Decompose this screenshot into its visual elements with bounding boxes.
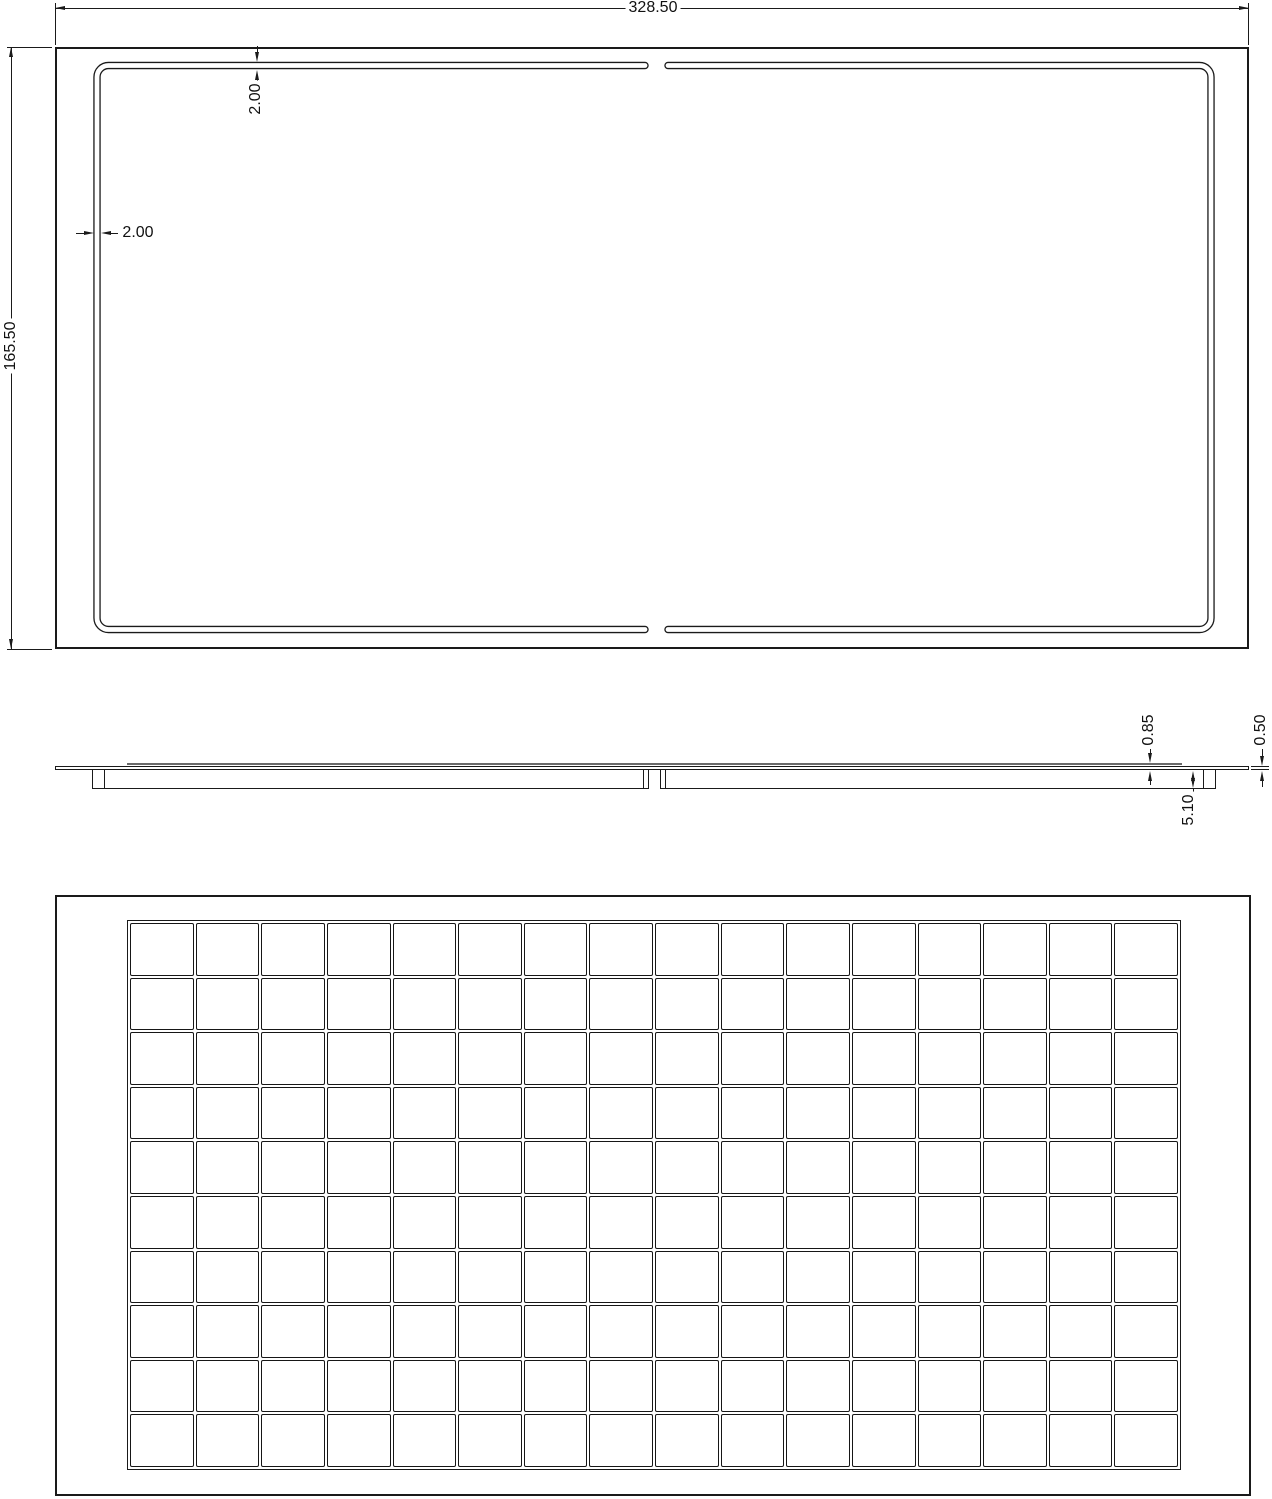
pocket-cell (458, 1141, 522, 1194)
wall-line (665, 770, 666, 789)
pocket-cell (130, 1360, 194, 1413)
arrowhead-down (9, 639, 13, 649)
pocket-cell (918, 1087, 982, 1140)
pocket-cell (852, 1196, 916, 1249)
pocket-cell (261, 1196, 325, 1249)
sheet-left-end (55, 766, 56, 770)
arrowhead-down (1260, 756, 1264, 766)
pocket-cell (196, 1087, 260, 1140)
pocket-cell (524, 1141, 588, 1194)
pocket-cell (393, 923, 457, 976)
cavity-bottom-line (92, 788, 648, 789)
pocket-cell (393, 1087, 457, 1140)
pocket-cell (1114, 1196, 1178, 1249)
pocket-cell (655, 1032, 719, 1085)
pocket-cell (524, 1414, 588, 1467)
pocket-cell (1114, 1032, 1178, 1085)
pocket-cell (458, 1196, 522, 1249)
pocket-cell (721, 1360, 785, 1413)
arrowhead-up (9, 47, 13, 57)
pocket-cell (721, 1305, 785, 1358)
dim-sheet-thickness-label: 0.50 (1253, 711, 1269, 748)
leader-line (1150, 781, 1151, 785)
pocket-cell (655, 1360, 719, 1413)
pocket-cell (130, 1305, 194, 1358)
pocket-cell (458, 1305, 522, 1358)
pocket-cell (261, 1087, 325, 1140)
pocket-cell (721, 978, 785, 1031)
pocket-cell (918, 1414, 982, 1467)
pocket-cell (261, 1414, 325, 1467)
pocket-cell (1049, 1087, 1113, 1140)
sheet-bottom-line (55, 769, 1249, 770)
pocket-cell (721, 1141, 785, 1194)
pocket-cell (524, 923, 588, 976)
bead-left-half (97, 66, 645, 630)
pocket-cell (721, 1032, 785, 1085)
pocket-cell (261, 1305, 325, 1358)
pocket-cell (130, 1087, 194, 1140)
pocket-cell (524, 1305, 588, 1358)
pocket-cell (589, 1305, 653, 1358)
pocket-cell (327, 978, 391, 1031)
pocket-cell (721, 1087, 785, 1140)
pocket-cell (786, 978, 850, 1031)
cavity-bottom-line (660, 788, 1216, 789)
leader-line (111, 233, 118, 234)
pocket-cell (393, 1251, 457, 1304)
pocket-cell (1114, 923, 1178, 976)
pocket-cell (721, 1251, 785, 1304)
pocket-cell (589, 1414, 653, 1467)
extension-line (7, 47, 52, 48)
pocket-cell (918, 923, 982, 976)
pocket-cell (655, 978, 719, 1031)
pocket-cell (1049, 1305, 1113, 1358)
wall-line (1203, 770, 1204, 789)
pocket-cell (1114, 1305, 1178, 1358)
pocket-cell (327, 1305, 391, 1358)
pocket-cell (327, 1251, 391, 1304)
pocket-cell (852, 1414, 916, 1467)
pocket-cell (655, 1087, 719, 1140)
pocket-cell (852, 1087, 916, 1140)
pocket-cell (589, 923, 653, 976)
pocket-cell (983, 1305, 1047, 1358)
sheet-top-line (55, 766, 1249, 767)
pocket-cell (786, 1360, 850, 1413)
pocket-cell (196, 1141, 260, 1194)
pocket-cell (786, 1087, 850, 1140)
sheet-right-end (1248, 766, 1249, 770)
pocket-cell (130, 1414, 194, 1467)
pocket-cell (589, 978, 653, 1031)
pocket-cell (327, 1141, 391, 1194)
arrowhead-right (84, 231, 94, 235)
arrowhead-down (1148, 753, 1152, 763)
pocket-cell (786, 1196, 850, 1249)
pocket-cell (721, 923, 785, 976)
pocket-cell (786, 923, 850, 976)
pocket-cell (327, 1032, 391, 1085)
pocket-cell (393, 1360, 457, 1413)
bead-right-half-inner (668, 66, 1211, 630)
pocket-cell (786, 1251, 850, 1304)
pocket-cell (655, 1196, 719, 1249)
pocket-cell (458, 1360, 522, 1413)
pocket-cell (721, 1414, 785, 1467)
pocket-cell (983, 1032, 1047, 1085)
dim-overall-width-label: 328.50 (626, 0, 681, 16)
pocket-cell (655, 1305, 719, 1358)
pocket-cell (852, 1032, 916, 1085)
pocket-cell (983, 1141, 1047, 1194)
pocket-cell (852, 978, 916, 1031)
pocket-cell (1049, 1196, 1113, 1249)
perimeter-bead-outline (0, 0, 1272, 700)
pocket-cell (196, 1251, 260, 1304)
pocket-cell (327, 1087, 391, 1140)
pocket-cell (327, 923, 391, 976)
pocket-cell (130, 1251, 194, 1304)
pocket-cell (130, 923, 194, 976)
pocket-cell (261, 978, 325, 1031)
pocket-cell (261, 1251, 325, 1304)
pocket-cell (852, 923, 916, 976)
pocket-cell (524, 1196, 588, 1249)
pocket-cell (589, 1251, 653, 1304)
pocket-cell (130, 1032, 194, 1085)
pocket-cell (458, 1414, 522, 1467)
pocket-cell (589, 1141, 653, 1194)
extension-line (7, 649, 52, 650)
dim-bead-width-top-label: 2.00 (248, 80, 264, 117)
pocket-cell (589, 1032, 653, 1085)
pocket-cell (524, 1087, 588, 1140)
arrowhead-up (1148, 771, 1152, 781)
dim-rim-height-label: 0.85 (1141, 711, 1157, 748)
pocket-cell (983, 1414, 1047, 1467)
pocket-cell (589, 1360, 653, 1413)
pocket-cell (458, 1087, 522, 1140)
pocket-cell (327, 1196, 391, 1249)
pocket-cell (1049, 1414, 1113, 1467)
pocket-cell (983, 1251, 1047, 1304)
pocket-cell (196, 923, 260, 976)
pocket-cell (655, 1414, 719, 1467)
pocket-cell (1114, 978, 1178, 1031)
pocket-cell (393, 1196, 457, 1249)
pocket-cell (852, 1251, 916, 1304)
pocket-cell (261, 1360, 325, 1413)
pocket-cell (655, 1251, 719, 1304)
dim-overall-height-label: 165.50 (3, 319, 19, 374)
rim-top-line (127, 763, 1182, 765)
dim-bead-width-left-label: 2.00 (119, 225, 156, 241)
pocket-cell (1114, 1251, 1178, 1304)
wall-line (104, 770, 105, 789)
arrowhead-right (1239, 6, 1249, 10)
pocket-cell (983, 1087, 1047, 1140)
pocket-cell (918, 1360, 982, 1413)
pocket-cell (786, 1141, 850, 1194)
pocket-cell (393, 978, 457, 1031)
arrowhead-left (101, 231, 111, 235)
pocket-cell (589, 1196, 653, 1249)
pocket-cell (261, 1032, 325, 1085)
wall-line (643, 770, 644, 789)
arrowhead-down (255, 52, 259, 62)
pocket-cell (524, 1360, 588, 1413)
wall-line (648, 770, 649, 789)
pocket-cell (130, 978, 194, 1031)
pocket-cell (655, 923, 719, 976)
pocket-cell (130, 1196, 194, 1249)
pocket-cell (918, 1251, 982, 1304)
pocket-cell (983, 923, 1047, 976)
pocket-cell (918, 1196, 982, 1249)
pocket-cell (918, 978, 982, 1031)
pocket-cell (393, 1141, 457, 1194)
pocket-cell (196, 1414, 260, 1467)
pocket-cell (1114, 1414, 1178, 1467)
pocket-cell (852, 1360, 916, 1413)
pocket-cell (196, 1360, 260, 1413)
arrowhead-down (1191, 778, 1195, 788)
pocket-cell (918, 1141, 982, 1194)
pocket-cell (1049, 1360, 1113, 1413)
pocket-cell (196, 1305, 260, 1358)
pocket-cell (918, 1032, 982, 1085)
pocket-cell (1049, 1032, 1113, 1085)
leader-line (1262, 781, 1263, 787)
pocket-cell (918, 1305, 982, 1358)
pocket-cell (983, 1196, 1047, 1249)
pocket-cell (721, 1196, 785, 1249)
pocket-cell (327, 1414, 391, 1467)
pocket-cell (524, 1032, 588, 1085)
arrowhead-up (255, 70, 259, 80)
wall-line (92, 770, 93, 789)
pocket-cell (1114, 1360, 1178, 1413)
pocket-cell (852, 1141, 916, 1194)
pocket-grid (127, 920, 1181, 1470)
pocket-cell (589, 1087, 653, 1140)
bead-left-half-inner (97, 66, 645, 630)
dim-cavity-depth-label: 5.10 (1181, 791, 1197, 828)
pocket-cell (393, 1305, 457, 1358)
pocket-cell (1114, 1141, 1178, 1194)
pocket-cell (852, 1305, 916, 1358)
pocket-cell (130, 1141, 194, 1194)
pocket-cell (1049, 923, 1113, 976)
pocket-cell (524, 1251, 588, 1304)
pocket-cell (1049, 1251, 1113, 1304)
pocket-cell (458, 1251, 522, 1304)
pocket-cell (983, 1360, 1047, 1413)
pocket-cell (393, 1414, 457, 1467)
arrowhead-up (1260, 771, 1264, 781)
pocket-cell (261, 1141, 325, 1194)
pocket-cell (393, 1032, 457, 1085)
arrowhead-left (55, 6, 65, 10)
pocket-cell (786, 1305, 850, 1358)
pocket-cell (458, 978, 522, 1031)
wall-line (660, 770, 661, 789)
pocket-cell (524, 978, 588, 1031)
pocket-cell (327, 1360, 391, 1413)
pocket-cell (261, 923, 325, 976)
pocket-cell (655, 1141, 719, 1194)
wall-line (1215, 770, 1216, 789)
pocket-cell (458, 923, 522, 976)
pocket-cell (1114, 1087, 1178, 1140)
pocket-cell (1049, 1141, 1113, 1194)
pocket-cell (196, 1196, 260, 1249)
pocket-cell (983, 978, 1047, 1031)
pocket-cell (786, 1414, 850, 1467)
pocket-cell (786, 1032, 850, 1085)
pocket-cell (196, 978, 260, 1031)
bead-right-half (668, 66, 1211, 630)
pocket-cell (458, 1032, 522, 1085)
pocket-cell (1049, 978, 1113, 1031)
pocket-cell (196, 1032, 260, 1085)
